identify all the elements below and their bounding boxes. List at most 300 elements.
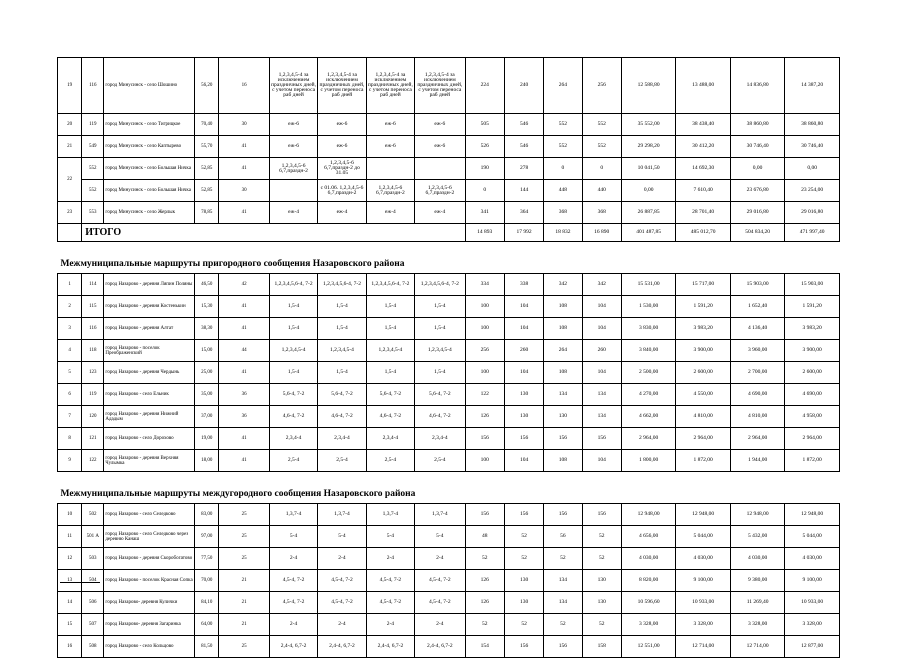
route-length: 81,50 bbox=[195, 636, 219, 658]
mileage-cell: 1 652,40 bbox=[730, 296, 784, 318]
route-name: город Назарово - деревня Ляпин Поляны bbox=[104, 274, 195, 296]
trips-cell: 154 bbox=[465, 636, 504, 658]
schedule-cell: 2-4 bbox=[415, 614, 465, 636]
schedule-cell: 4,6-4, 7-2 bbox=[415, 406, 465, 428]
route-name: город Назарово - село Дорохово bbox=[104, 428, 195, 450]
route-length: 83,00 bbox=[195, 504, 219, 526]
mileage-cell: 23 254,00 bbox=[785, 180, 840, 202]
schedule-cell: 1,5-4 bbox=[366, 362, 414, 384]
vehicle-class: 41 bbox=[219, 296, 269, 318]
schedule-cell: 1,2,3,4,5-4 за исключением праздничных дней, с учетом переноса раб дней bbox=[269, 58, 317, 114]
schedule-cell: 1,2,3,4,5-6 6,7,праздн-2 bbox=[269, 158, 317, 180]
mileage-cell: 4 656,00 bbox=[621, 526, 675, 548]
schedule-cell: еж-6 bbox=[415, 114, 465, 136]
route-length: 70,00 bbox=[195, 570, 219, 592]
schedule-cell: 5,6-4, 7-2 bbox=[318, 384, 366, 406]
mileage-cell: 0,00 bbox=[730, 158, 784, 180]
trips-cell: 52 bbox=[544, 614, 582, 636]
route-name: город Назарово - село Кольцово bbox=[104, 636, 195, 658]
route-code: 553 bbox=[82, 202, 104, 224]
mileage-cell: 2 500,00 bbox=[621, 362, 675, 384]
schedule-cell: 2,5-4 bbox=[269, 450, 317, 472]
trips-cell: 104 bbox=[504, 450, 543, 472]
trips-cell: 100 bbox=[465, 296, 504, 318]
trips-cell: 342 bbox=[544, 274, 582, 296]
schedule-cell: 2,5-4 bbox=[415, 450, 465, 472]
schedule-cell: 1,2,3,4,5-4 bbox=[366, 340, 414, 362]
trips-cell: 108 bbox=[544, 318, 582, 340]
mileage-cell: 29 298,20 bbox=[621, 136, 675, 158]
table-row bbox=[58, 592, 840, 614]
schedule-cell: 1,2,3,4,5,6-4, 7-2 bbox=[415, 274, 465, 296]
schedule-cell: еж-6 bbox=[318, 136, 366, 158]
trips-cell: 52 bbox=[465, 614, 504, 636]
schedule-cell: 5-4 bbox=[415, 526, 465, 548]
schedule-cell: 2,3,4-4 bbox=[269, 428, 317, 450]
trips-cell: 264 bbox=[544, 340, 582, 362]
vehicle-class: 41 bbox=[219, 362, 269, 384]
trips-cell: 240 bbox=[504, 58, 543, 114]
routes-table bbox=[57, 57, 840, 658]
schedule-cell: 1,3,7-4 bbox=[318, 504, 366, 526]
table-row bbox=[58, 526, 840, 548]
schedule-cell: 1,5-4 bbox=[415, 318, 465, 340]
trips-cell: 440 bbox=[582, 180, 621, 202]
schedule-cell: 2-4 bbox=[269, 548, 317, 570]
trips-cell: 104 bbox=[504, 318, 543, 340]
total-value: 14 893 bbox=[465, 224, 504, 242]
total-value: 504 834,20 bbox=[730, 224, 784, 242]
schedule-cell: 2-4 bbox=[318, 548, 366, 570]
mileage-cell: 3 328,00 bbox=[621, 614, 675, 636]
mileage-cell: 11 269,40 bbox=[730, 592, 784, 614]
trips-cell: 156 bbox=[504, 636, 543, 658]
table-row bbox=[58, 202, 840, 224]
trips-cell: 552 bbox=[544, 114, 582, 136]
mileage-cell: 12 948,00 bbox=[621, 504, 675, 526]
route-length: 46,50 bbox=[195, 274, 219, 296]
route-code: 119 bbox=[82, 384, 104, 406]
row-number: 14 bbox=[58, 592, 82, 614]
route-code: 549 bbox=[82, 136, 104, 158]
route-name: город Назарово- деревня Кулички bbox=[104, 592, 195, 614]
mileage-cell: 1 800,00 bbox=[621, 450, 675, 472]
section-title: Межмуниципальные маршруты междугородного сообщения Назаровского района bbox=[58, 472, 840, 504]
schedule-cell: 1,2,3,4,5-6 6,7,праздн-2 bbox=[366, 180, 414, 202]
route-length: 77,50 bbox=[195, 548, 219, 570]
route-length: 56,20 bbox=[195, 58, 219, 114]
schedule-cell: 2,5-4 bbox=[318, 450, 366, 472]
route-code: 508 bbox=[82, 636, 104, 658]
trips-cell: 130 bbox=[582, 592, 621, 614]
route-name: город Назарово - деревня Скоробогатово bbox=[104, 548, 195, 570]
mileage-cell: 5 044,00 bbox=[676, 526, 730, 548]
table-row bbox=[58, 406, 840, 428]
vehicle-class: 41 bbox=[219, 318, 269, 340]
vehicle-class: 42 bbox=[219, 274, 269, 296]
vehicle-class: 21 bbox=[219, 614, 269, 636]
row-number: 21 bbox=[58, 136, 82, 158]
schedule-cell: 1,2,3,4,5-4 bbox=[269, 340, 317, 362]
route-length: 84,10 bbox=[195, 592, 219, 614]
schedule-cell: 1,5-4 bbox=[415, 362, 465, 384]
vehicle-class: 21 bbox=[219, 570, 269, 592]
mileage-cell: 4 136,40 bbox=[730, 318, 784, 340]
mileage-cell: 3 960,00 bbox=[730, 340, 784, 362]
route-length: 78,85 bbox=[195, 202, 219, 224]
mileage-cell: 1 872,00 bbox=[676, 450, 730, 472]
row-number: 19 bbox=[58, 58, 82, 114]
route-code: 114 bbox=[82, 274, 104, 296]
mileage-cell: 2 964,00 bbox=[621, 428, 675, 450]
row-number: 13 bbox=[58, 570, 82, 592]
trips-cell: 156 bbox=[582, 428, 621, 450]
schedule-cell bbox=[269, 180, 317, 202]
trips-cell: 48 bbox=[465, 526, 504, 548]
route-code: 503 bbox=[82, 548, 104, 570]
schedule-cell: еж-6 bbox=[318, 114, 366, 136]
schedule-cell: еж-6 bbox=[415, 136, 465, 158]
vehicle-class: 16 bbox=[219, 58, 269, 114]
schedule-cell: 2,3,4-4 bbox=[415, 428, 465, 450]
schedule-cell: 1,2,3,4,5-6 6,7,праздн-2 bbox=[415, 180, 465, 202]
route-length: 15,00 bbox=[195, 340, 219, 362]
mileage-cell: 35 552,00 bbox=[621, 114, 675, 136]
trips-cell: 546 bbox=[504, 114, 543, 136]
table-row bbox=[58, 274, 840, 296]
trips-cell: 126 bbox=[465, 406, 504, 428]
trips-cell: 134 bbox=[582, 384, 621, 406]
mileage-cell: 10 596,60 bbox=[621, 592, 675, 614]
trips-cell: 552 bbox=[582, 136, 621, 158]
trips-cell: 134 bbox=[582, 406, 621, 428]
mileage-cell: 13 488,00 bbox=[676, 58, 730, 114]
schedule-cell: 4,5-4, 7-2 bbox=[415, 570, 465, 592]
schedule-cell: 1,3,7-4 bbox=[366, 504, 414, 526]
mileage-cell: 38 860,80 bbox=[785, 114, 840, 136]
mileage-cell: 12 877,00 bbox=[785, 636, 840, 658]
schedule-cell: с 01.06. 1,2,3,4,5-6 6,7,праздн-2 bbox=[318, 180, 366, 202]
mileage-cell: 30 412,20 bbox=[676, 136, 730, 158]
trips-cell: 156 bbox=[544, 636, 582, 658]
total-spacer bbox=[58, 224, 82, 242]
mileage-cell: 26 887,85 bbox=[621, 202, 675, 224]
route-code: 507 bbox=[82, 614, 104, 636]
route-code: 506 bbox=[82, 592, 104, 614]
route-name: город Минусинск - село Большая Ничка bbox=[104, 180, 195, 202]
route-name: город Минусинск - село Шошино bbox=[104, 58, 195, 114]
mileage-cell: 3 900,00 bbox=[785, 340, 840, 362]
mileage-cell: 4 270,00 bbox=[621, 384, 675, 406]
mileage-cell: 4 030,00 bbox=[730, 548, 784, 570]
mileage-cell: 4 030,00 bbox=[785, 548, 840, 570]
route-code: 502 bbox=[82, 504, 104, 526]
row-number: 5 bbox=[58, 362, 82, 384]
mileage-cell: 5 432,00 bbox=[730, 526, 784, 548]
vehicle-class: 21 bbox=[219, 592, 269, 614]
schedule-cell: 2-4 bbox=[415, 548, 465, 570]
trips-cell: 156 bbox=[582, 504, 621, 526]
mileage-cell: 15 903,00 bbox=[730, 274, 784, 296]
route-name: город Назарово - село Селедково через деревню Канаш bbox=[104, 526, 195, 548]
mileage-cell: 4 030,00 bbox=[676, 548, 730, 570]
schedule-cell: 2,3,4-4 bbox=[366, 428, 414, 450]
mileage-cell: 3 983,20 bbox=[785, 318, 840, 340]
schedule-cell: 1,5-4 bbox=[366, 296, 414, 318]
trips-cell: 260 bbox=[504, 340, 543, 362]
trips-cell: 104 bbox=[582, 450, 621, 472]
footnote-rule bbox=[60, 582, 100, 583]
route-length: 97,00 bbox=[195, 526, 219, 548]
mileage-cell: 14 387,20 bbox=[785, 58, 840, 114]
trips-cell: 100 bbox=[465, 318, 504, 340]
row-number: 7 bbox=[58, 406, 82, 428]
trips-cell: 338 bbox=[504, 274, 543, 296]
schedule-cell: 1,2,3,4,5-4 за исключением праздничных дней, с учетом переноса раб дней bbox=[415, 58, 465, 114]
mileage-cell: 3 830,00 bbox=[621, 318, 675, 340]
section-heading-row bbox=[58, 472, 840, 504]
mileage-cell: 3 328,00 bbox=[785, 614, 840, 636]
section-heading-row bbox=[58, 242, 840, 274]
row-number: 3 bbox=[58, 318, 82, 340]
route-code: 504 bbox=[82, 570, 104, 592]
trips-cell: 144 bbox=[504, 180, 543, 202]
trips-cell: 52 bbox=[465, 548, 504, 570]
route-code: 552 bbox=[82, 180, 104, 202]
schedule-cell: еж-6 bbox=[269, 136, 317, 158]
mileage-cell: 1 591,20 bbox=[676, 296, 730, 318]
schedule-cell: 4,5-4, 7-2 bbox=[366, 570, 414, 592]
schedule-cell: еж-4 bbox=[366, 202, 414, 224]
mileage-cell: 30 746,40 bbox=[785, 136, 840, 158]
vehicle-class: 44 bbox=[219, 340, 269, 362]
route-length: 35,00 bbox=[195, 384, 219, 406]
route-length: 38,30 bbox=[195, 318, 219, 340]
schedule-cell: 1,3,7-4 bbox=[269, 504, 317, 526]
schedule-cell: 4,5-4, 7-2 bbox=[269, 592, 317, 614]
route-name: город Назарово- деревня Загаринка bbox=[104, 614, 195, 636]
schedule-cell: 4,5-4, 7-2 bbox=[318, 592, 366, 614]
table-row bbox=[58, 548, 840, 570]
route-code: 118 bbox=[82, 340, 104, 362]
schedule-cell: 1,2,3,4,5-6 6,7,праздн-2 до 31.05 bbox=[318, 158, 366, 180]
schedule-cell: 2,4-4, 6,7-2 bbox=[415, 636, 465, 658]
schedule-cell: 2,4-4, 6,7-2 bbox=[269, 636, 317, 658]
row-number: 16 bbox=[58, 636, 82, 658]
mileage-cell: 9 100,00 bbox=[676, 570, 730, 592]
trips-cell: 104 bbox=[504, 296, 543, 318]
trips-cell: 52 bbox=[504, 614, 543, 636]
trips-cell: 224 bbox=[465, 58, 504, 114]
mileage-cell: 12 948,00 bbox=[785, 504, 840, 526]
total-value: 401 487,85 bbox=[621, 224, 675, 242]
schedule-cell: еж-6 bbox=[366, 114, 414, 136]
mileage-cell: 29 016,80 bbox=[785, 202, 840, 224]
trips-cell: 264 bbox=[544, 58, 582, 114]
table-row bbox=[58, 340, 840, 362]
vehicle-class: 41 bbox=[219, 158, 269, 180]
trips-cell: 134 bbox=[544, 570, 582, 592]
trips-cell: 0 bbox=[465, 180, 504, 202]
route-code: 115 bbox=[82, 296, 104, 318]
schedule-cell: 2,4-4, 6,7-2 bbox=[318, 636, 366, 658]
schedule-cell: 2-4 bbox=[366, 548, 414, 570]
schedule-cell: 4,6-4, 7-2 bbox=[269, 406, 317, 428]
trips-cell: 130 bbox=[504, 570, 543, 592]
mileage-cell: 1 591,20 bbox=[785, 296, 840, 318]
schedule-cell: 2,3,4-4 bbox=[318, 428, 366, 450]
schedule-cell bbox=[366, 158, 414, 180]
trips-cell: 52 bbox=[582, 548, 621, 570]
table-row bbox=[58, 504, 840, 526]
route-name: город Назарово - село Селедково bbox=[104, 504, 195, 526]
trips-cell: 368 bbox=[582, 202, 621, 224]
schedule-cell: 2,4-4, 6,7-2 bbox=[366, 636, 414, 658]
mileage-cell: 12 714,00 bbox=[730, 636, 784, 658]
schedule-cell: 5,6-4, 7-2 bbox=[415, 384, 465, 406]
mileage-cell: 4 810,00 bbox=[676, 406, 730, 428]
trips-cell: 342 bbox=[582, 274, 621, 296]
schedule-cell: 1,2,3,4,5,6-4, 7-2 bbox=[269, 274, 317, 296]
trips-cell: 126 bbox=[465, 592, 504, 614]
schedule-cell: 2-4 bbox=[366, 614, 414, 636]
schedule-cell: 1,2,3,4,5,6-4, 7-2 bbox=[366, 274, 414, 296]
vehicle-class: 41 bbox=[219, 136, 269, 158]
table-row bbox=[58, 384, 840, 406]
trips-cell: 52 bbox=[582, 614, 621, 636]
total-value: 17 992 bbox=[504, 224, 543, 242]
mileage-cell: 14 836,80 bbox=[730, 58, 784, 114]
schedule-cell: 1,5-4 bbox=[415, 296, 465, 318]
trips-cell: 260 bbox=[582, 340, 621, 362]
schedule-cell: еж-6 bbox=[269, 114, 317, 136]
route-code: 116 bbox=[82, 318, 104, 340]
trips-cell: 108 bbox=[544, 296, 582, 318]
route-name: город Назарово - село Ельник bbox=[104, 384, 195, 406]
mileage-cell: 14 692,30 bbox=[676, 158, 730, 180]
mileage-cell: 2 964,00 bbox=[676, 428, 730, 450]
mileage-cell: 12 714,00 bbox=[676, 636, 730, 658]
table-row bbox=[58, 136, 840, 158]
schedule-cell: 1,3,7-4 bbox=[415, 504, 465, 526]
trips-cell: 100 bbox=[465, 450, 504, 472]
mileage-cell: 15 717,00 bbox=[676, 274, 730, 296]
schedule-cell: 1,5-4 bbox=[366, 318, 414, 340]
route-name: город Минусинск - село Жерлык bbox=[104, 202, 195, 224]
schedule-cell: 5,6-4, 7-2 bbox=[269, 384, 317, 406]
route-length: 15,30 bbox=[195, 296, 219, 318]
mileage-cell: 2 600,00 bbox=[785, 362, 840, 384]
trips-cell: 52 bbox=[504, 548, 543, 570]
mileage-cell: 4 690,00 bbox=[730, 384, 784, 406]
schedule-cell: 1,5-4 bbox=[269, 362, 317, 384]
mileage-cell: 5 044,00 bbox=[785, 526, 840, 548]
table-row bbox=[58, 614, 840, 636]
table-row bbox=[58, 362, 840, 384]
mileage-cell: 28 701,40 bbox=[676, 202, 730, 224]
mileage-cell: 1 530,00 bbox=[621, 296, 675, 318]
row-number: 8 bbox=[58, 428, 82, 450]
trips-cell: 52 bbox=[504, 526, 543, 548]
trips-cell: 526 bbox=[465, 136, 504, 158]
row-number: 1 bbox=[58, 274, 82, 296]
route-code: 123 bbox=[82, 362, 104, 384]
trips-cell: 190 bbox=[465, 158, 504, 180]
mileage-cell: 1 944,00 bbox=[730, 450, 784, 472]
schedule-cell: 1,5-4 bbox=[269, 318, 317, 340]
route-name: город Назарово - деревня Костенькин bbox=[104, 296, 195, 318]
total-row bbox=[58, 224, 840, 242]
trips-cell: 0 bbox=[544, 158, 582, 180]
vehicle-class: 25 bbox=[219, 548, 269, 570]
row-number: 10 bbox=[58, 504, 82, 526]
route-code: 120 bbox=[82, 406, 104, 428]
total-value: 471 997,40 bbox=[785, 224, 840, 242]
route-name: город Назарово - деревня Нижний Ададым bbox=[104, 406, 195, 428]
route-length: 55,70 bbox=[195, 136, 219, 158]
row-number: 9 bbox=[58, 450, 82, 472]
schedule-cell: 1,2,3,4,5,6-4, 7-2 bbox=[318, 274, 366, 296]
trips-cell: 552 bbox=[544, 136, 582, 158]
trips-cell: 134 bbox=[544, 592, 582, 614]
trips-cell: 334 bbox=[465, 274, 504, 296]
mileage-cell: 9 380,00 bbox=[730, 570, 784, 592]
row-number: 6 bbox=[58, 384, 82, 406]
mileage-cell: 12 551,00 bbox=[621, 636, 675, 658]
schedule-cell: 4,5-4, 7-2 bbox=[318, 570, 366, 592]
schedule-cell: 2-4 bbox=[269, 614, 317, 636]
route-code: 501 А bbox=[82, 526, 104, 548]
route-name: город Назарово - поселок Преображенский bbox=[104, 340, 195, 362]
mileage-cell: 12 588,80 bbox=[621, 58, 675, 114]
schedule-cell: 5,6-4, 7-2 bbox=[366, 384, 414, 406]
mileage-cell: 3 328,00 bbox=[730, 614, 784, 636]
mileage-cell: 15 903,00 bbox=[785, 274, 840, 296]
route-name: город Минусинск - село Каптырево bbox=[104, 136, 195, 158]
vehicle-class: 41 bbox=[219, 450, 269, 472]
schedule-cell: 4,6-4, 7-2 bbox=[318, 406, 366, 428]
mileage-cell: 38 438,40 bbox=[676, 114, 730, 136]
mileage-cell: 4 958,00 bbox=[785, 406, 840, 428]
trips-cell: 104 bbox=[582, 362, 621, 384]
table-row bbox=[58, 180, 840, 202]
route-length: 19,00 bbox=[195, 428, 219, 450]
trips-cell: 56 bbox=[544, 526, 582, 548]
schedule-cell: 4,6-4, 7-2 bbox=[366, 406, 414, 428]
trips-cell: 505 bbox=[465, 114, 504, 136]
trips-cell: 256 bbox=[465, 340, 504, 362]
trips-cell: 108 bbox=[544, 362, 582, 384]
mileage-cell: 2 964,00 bbox=[730, 428, 784, 450]
row-number: 20 bbox=[58, 114, 82, 136]
route-length: 37,00 bbox=[195, 406, 219, 428]
mileage-cell: 2 700,00 bbox=[730, 362, 784, 384]
trips-cell: 156 bbox=[544, 504, 582, 526]
schedule-cell: 5-4 bbox=[318, 526, 366, 548]
mileage-cell: 2 600,00 bbox=[676, 362, 730, 384]
mileage-cell: 4 690,00 bbox=[785, 384, 840, 406]
trips-cell: 104 bbox=[582, 296, 621, 318]
trips-cell: 156 bbox=[544, 428, 582, 450]
vehicle-class: 25 bbox=[219, 636, 269, 658]
trips-cell: 108 bbox=[544, 450, 582, 472]
mileage-cell: 4 550,00 bbox=[676, 384, 730, 406]
schedule-cell: 1,5-4 bbox=[318, 362, 366, 384]
trips-cell: 126 bbox=[465, 570, 504, 592]
schedule-cell: 4,5-4, 7-2 bbox=[366, 592, 414, 614]
schedule-cell bbox=[415, 158, 465, 180]
vehicle-class: 30 bbox=[219, 180, 269, 202]
